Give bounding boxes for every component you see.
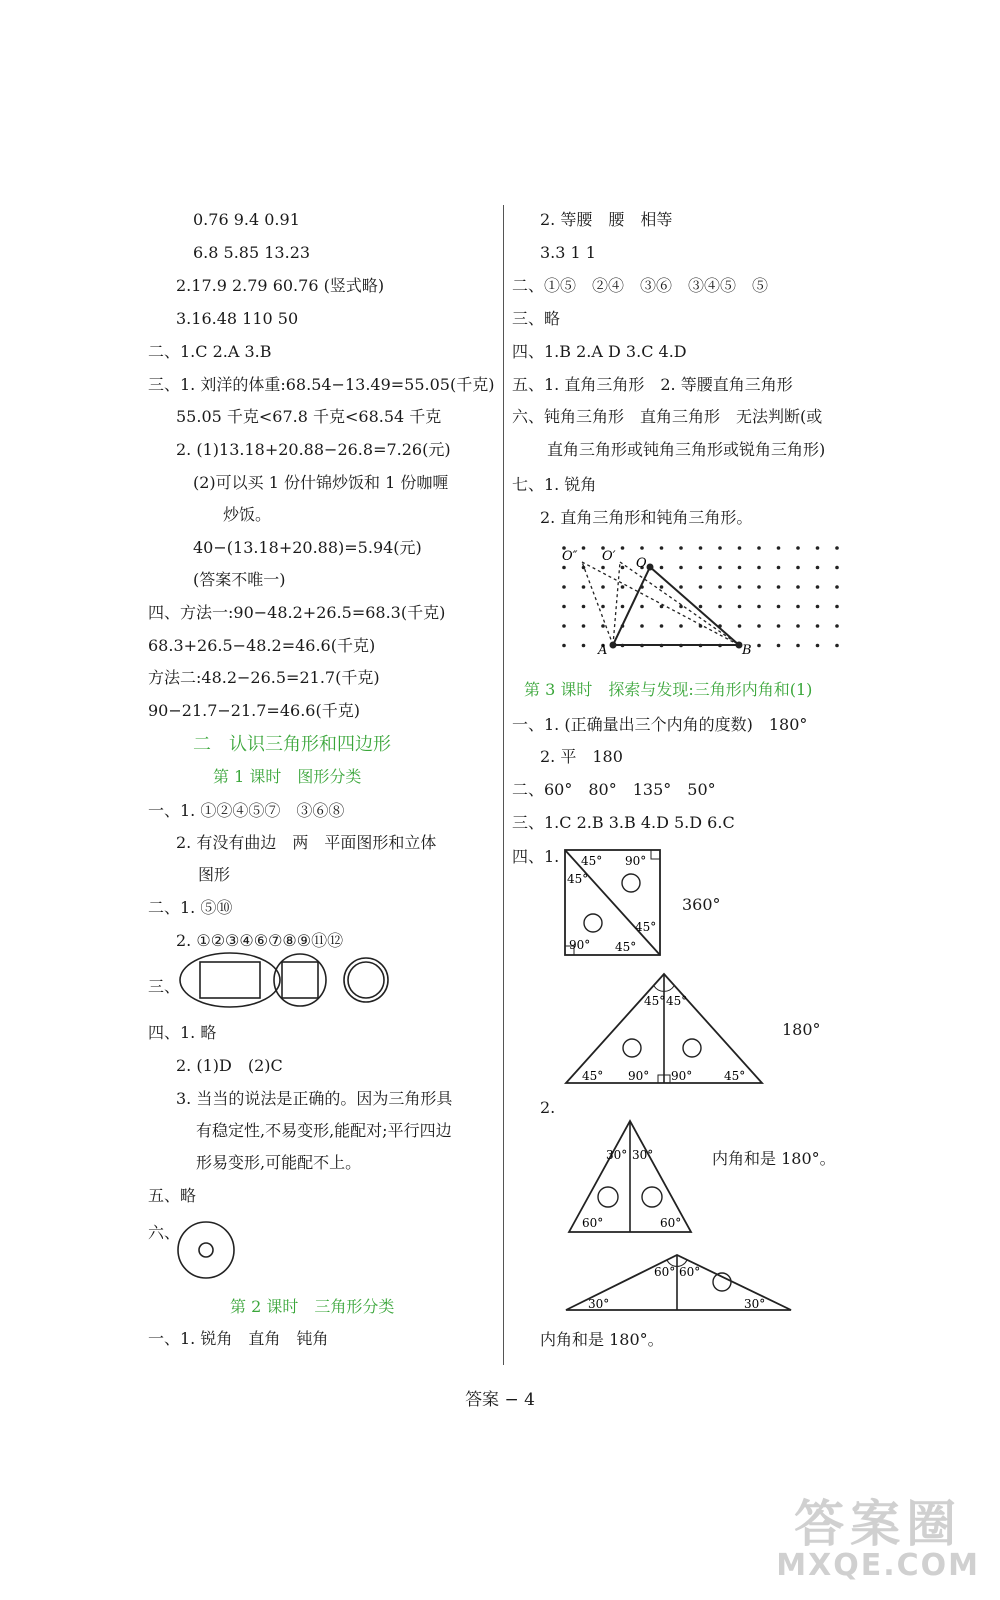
answer-line: 2. 等腰 腰 相等: [540, 210, 673, 229]
grid-dot: [757, 585, 761, 589]
answer-line: 3.3 1 1: [540, 243, 596, 262]
answer-line: 三、略: [512, 309, 561, 328]
piece-circle: [622, 874, 640, 892]
grid-dot: [835, 585, 839, 589]
point-a: [610, 642, 617, 649]
grid-dot: [757, 566, 761, 570]
grid-dot: [640, 624, 644, 628]
grid-dot: [699, 585, 703, 589]
grid-dot: [777, 585, 781, 589]
answer-line: 六、钝角三角形 直角三角形 无法判断(或: [512, 407, 823, 426]
grid-dot: [816, 546, 820, 550]
label-b: B: [742, 643, 752, 658]
angle-label: 45°: [615, 940, 637, 954]
angle-label: 45°: [724, 1069, 746, 1083]
section-title: 二 认识三角形和四边形: [193, 734, 391, 755]
dashed-edge-o2b: [582, 562, 739, 645]
answer-line: 一、1. (正确量出三个内角的度数) 180°: [512, 715, 808, 734]
angle-label: 30°: [632, 1148, 654, 1162]
square-shape: [282, 962, 318, 998]
grid-dot: [718, 585, 722, 589]
grid-dot: [562, 566, 566, 570]
grid-dot: [777, 644, 781, 648]
answer-line: 40−(13.18+20.88)=5.94(元): [193, 538, 422, 557]
grid-dot: [738, 624, 742, 628]
grid-dot: [796, 605, 800, 609]
grid-dot: [816, 644, 820, 648]
answer-line: 68.3+26.5−48.2=46.6(千克): [148, 636, 376, 655]
label-o: O: [636, 556, 647, 571]
grid-dot: [601, 566, 605, 570]
answer-line: 直角三角形或钝角三角形或锐角三角形): [547, 440, 826, 459]
grid-dot: [738, 605, 742, 609]
watermark-top: 答案圈: [794, 1495, 963, 1553]
grid-dot: [796, 585, 800, 589]
grid-dot: [757, 644, 761, 648]
answer-line: 有稳定性,不易变形,能配对;平行四边: [196, 1121, 452, 1140]
grid-dot: [660, 566, 664, 570]
triangle-figure-1: [562, 968, 767, 1088]
lesson-title: 第 1 课时 图形分类: [213, 767, 362, 786]
grid-dot: [738, 585, 742, 589]
answer-line: 形易变形,可能配不上。: [196, 1153, 362, 1172]
column-divider: [503, 205, 504, 1365]
dot-grid-figure: [552, 540, 862, 665]
grid-dot: [835, 624, 839, 628]
grid-dot: [660, 585, 664, 589]
answer-line: (2)可以买 1 份什锦炒饭和 1 份咖喱: [193, 473, 449, 492]
angle-label: 90°: [628, 1069, 650, 1083]
grid-dot: [757, 605, 761, 609]
grid-dot: [816, 585, 820, 589]
angle-sum-label: 180°: [782, 1020, 821, 1039]
answer-line: 2. 平 180: [540, 747, 623, 766]
angle-label: 45°: [581, 854, 603, 868]
grid-dot: [816, 624, 820, 628]
grid-dot: [582, 546, 586, 550]
answer-line: 3. 当当的说法是正确的。因为三角形具: [176, 1089, 453, 1108]
angle-label: 45°: [666, 994, 688, 1008]
inner-circle-shape: [199, 1243, 213, 1257]
grid-dot: [621, 566, 625, 570]
grid-dot: [660, 546, 664, 550]
grid-dot: [738, 566, 742, 570]
grid-dot: [640, 605, 644, 609]
grid-dot: [582, 585, 586, 589]
grid-dot: [835, 644, 839, 648]
dashed-edge-ao2: [582, 562, 613, 645]
triangle-figure-3: [562, 1250, 797, 1315]
angle-label: 60°: [679, 1265, 701, 1279]
grid-dot: [718, 605, 722, 609]
angle-label: 30°: [588, 1297, 610, 1311]
grid-dot: [601, 624, 605, 628]
answer-line: 3.16.48 110 50: [176, 309, 299, 328]
answer-line: 三、: [148, 977, 181, 996]
grid-dot: [582, 644, 586, 648]
piece-circle: [642, 1187, 662, 1207]
grid-dot: [601, 605, 605, 609]
grid-dot: [562, 605, 566, 609]
grid-dot: [640, 546, 644, 550]
angle-label: 90°: [569, 938, 591, 952]
angle-label: 90°: [625, 854, 647, 868]
grid-dot: [660, 624, 664, 628]
answer-line: 2.: [540, 1098, 556, 1117]
answer-line: 2. (1)13.18+20.88−26.8=7.26(元): [176, 440, 451, 459]
answer-line: 二、60° 80° 135° 50°: [512, 780, 716, 799]
answer-line: 2.17.9 2.79 60.76 (竖式略): [176, 276, 385, 295]
page-footer: 答案 − 4: [465, 1390, 535, 1410]
square-angle-figure: [557, 845, 667, 960]
label-a: A: [598, 643, 608, 658]
angle-label: 30°: [606, 1148, 628, 1162]
right-angle-mark: [651, 850, 660, 859]
angle-label: 60°: [582, 1216, 604, 1230]
answer-line: 2. 有没有曲边 两 平面图形和立体: [176, 833, 437, 852]
grid-dot: [757, 546, 761, 550]
answer-line: 2. 直角三角形和钝角三角形。: [540, 508, 753, 527]
angle-sum-label: 内角和是 180°。: [712, 1149, 836, 1168]
angle-label: 60°: [660, 1216, 682, 1230]
answer-line: 五、1. 直角三角形 2. 等腰直角三角形: [512, 375, 793, 394]
answer-line: 六、: [148, 1223, 181, 1242]
grid-dot: [796, 644, 800, 648]
angle-label: 90°: [671, 1069, 693, 1083]
grid-dot: [835, 566, 839, 570]
grid-dot: [816, 605, 820, 609]
grid-dot: [718, 546, 722, 550]
answer-line: 一、1. 锐角 直角 钝角: [148, 1329, 329, 1348]
answer-line: 二、1. ⑤⑩: [148, 898, 233, 917]
rectangle-shape: [200, 962, 260, 998]
lesson-title: 第 2 课时 三角形分类: [230, 1297, 395, 1316]
answer-line: 七、1. 锐角: [512, 475, 597, 494]
grid-dot: [777, 605, 781, 609]
answer-line: 二、1.C 2.A 3.B: [148, 342, 272, 361]
grid-dot: [621, 585, 625, 589]
grid-dot: [562, 624, 566, 628]
angle-label: 45°: [582, 1069, 604, 1083]
ring-inner-shape: [348, 962, 384, 998]
grid-dot: [796, 566, 800, 570]
outer-circle-shape: [178, 1222, 234, 1278]
answer-line: 图形: [198, 865, 231, 884]
answer-line: 90−21.7−21.7=46.6(千克): [148, 701, 360, 720]
piece-circle: [713, 1273, 731, 1291]
shapes-figure: [178, 950, 398, 1010]
label-o2: O″: [562, 549, 578, 564]
answer-line: 2. ①②③④⑥⑦⑧⑨⑪⑫: [176, 931, 344, 950]
grid-dot: [699, 566, 703, 570]
dashed-edge-o1b: [620, 562, 739, 645]
answer-line: 三、1. 刘洋的体重:68.54−13.49=55.05(千克): [148, 375, 495, 394]
grid-dot: [621, 605, 625, 609]
answer-line: 二、①⑤ ②④ ③⑥ ③④⑤ ⑤: [512, 276, 769, 295]
answer-line: 6.8 5.85 13.23: [193, 243, 311, 262]
answer-line: 四、1.: [512, 847, 560, 866]
angle-label: 45°: [644, 994, 666, 1008]
watermark-logo: [776, 1495, 980, 1583]
grid-dot: [835, 546, 839, 550]
grid-dot: [835, 605, 839, 609]
triangle-edge-ob: [650, 567, 739, 645]
grid-dot: [679, 624, 683, 628]
answer-line: (答案不唯一): [193, 570, 286, 589]
grid-dot: [777, 546, 781, 550]
grid-dot: [796, 546, 800, 550]
grid-dot: [601, 585, 605, 589]
answer-line: 一、1. ①②④⑤⑦ ③⑥⑧: [148, 801, 345, 820]
grid-dot: [718, 566, 722, 570]
watermark-bottom: MXQE.COM: [776, 1548, 980, 1583]
ellipse-shape: [180, 953, 280, 1007]
piece-circle: [683, 1039, 701, 1057]
grid-dot: [777, 566, 781, 570]
answer-line: 方法二:48.2−26.5=21.7(千克): [148, 668, 380, 687]
grid-dot: [679, 546, 683, 550]
answer-line: 四、1.B 2.A D 3.C 4.D: [512, 342, 687, 361]
grid-dot: [679, 566, 683, 570]
grid-dot: [796, 624, 800, 628]
angle-label: 30°: [744, 1297, 766, 1311]
grid-dot: [738, 546, 742, 550]
grid-dot: [562, 644, 566, 648]
ring-figure: [176, 1215, 246, 1285]
label-o1: O′: [602, 549, 616, 564]
ring-outer-shape: [344, 958, 388, 1002]
answer-line: 五、略: [148, 1186, 197, 1205]
grid-dot: [582, 605, 586, 609]
answer-line: 四、方法一:90−48.2+26.5=68.3(千克): [148, 603, 446, 622]
grid-dot: [699, 605, 703, 609]
angle-label: 60°: [654, 1265, 676, 1279]
triangle-figure-2: [564, 1117, 704, 1237]
grid-dot: [679, 585, 683, 589]
point-o: [647, 564, 654, 571]
piece-circle: [584, 914, 602, 932]
answer-line: 内角和是 180°。: [540, 1330, 664, 1349]
grid-dot: [621, 546, 625, 550]
angle-label: 45°: [567, 872, 589, 886]
grid-dot: [757, 624, 761, 628]
grid-dot: [699, 546, 703, 550]
answer-line: 炒饭。: [223, 505, 272, 524]
answer-line: 2. (1)D (2)C: [176, 1056, 283, 1075]
answer-line: 0.76 9.4 0.91: [193, 210, 300, 229]
angle-sum-label: 360°: [682, 895, 721, 914]
lesson-title: 第 3 课时 探索与发现:三角形内角和(1): [524, 680, 813, 699]
grid-dot: [562, 585, 566, 589]
grid-dot: [777, 624, 781, 628]
angle-label: 45°: [635, 920, 657, 934]
answer-line: 三、1.C 2.B 3.B 4.D 5.D 6.C: [512, 813, 735, 832]
grid-dot: [582, 624, 586, 628]
answer-line: 55.05 千克<67.8 千克<68.54 千克: [176, 407, 442, 426]
piece-circle: [623, 1039, 641, 1057]
piece-circle: [598, 1187, 618, 1207]
grid-dot: [816, 566, 820, 570]
answer-line: 四、1. 略: [148, 1023, 217, 1042]
